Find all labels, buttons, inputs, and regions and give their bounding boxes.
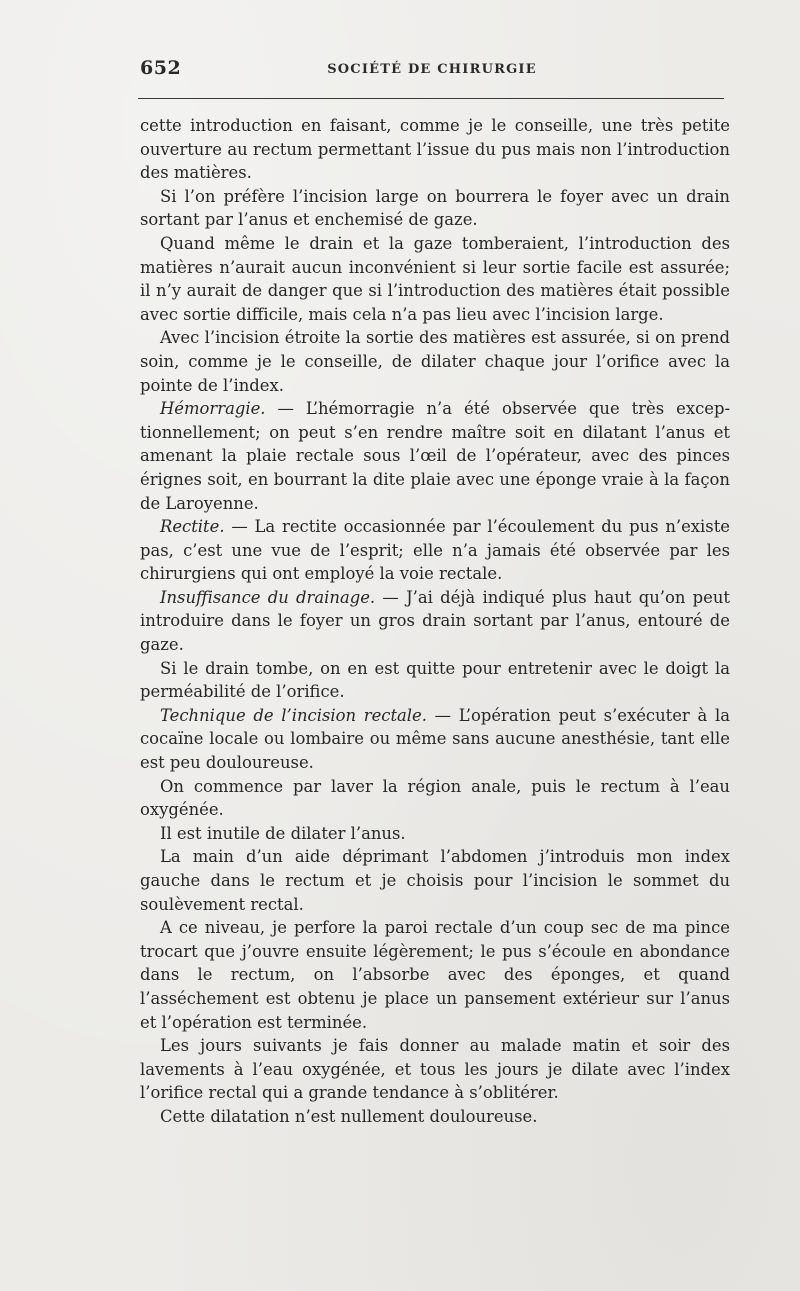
section-heading-insuffisance: Insuffisance du drainage. (160, 587, 376, 607)
paragraph-4 (140, 326, 730, 397)
paragraph-hemorragie (140, 397, 730, 515)
paragraph-11 (140, 822, 730, 846)
paragraph-2 (140, 185, 730, 232)
paragraph-13 (140, 916, 730, 1034)
section-heading-rectite: Rectite. (160, 517, 225, 537)
paragraph-10-text: On commence par laver la région anale, puis le rectum à l’eau oxygénée. (140, 776, 730, 820)
body-text (140, 114, 730, 1129)
page-number: 652 (140, 57, 182, 79)
paragraph-12 (140, 845, 730, 916)
paragraph-hemorragie-text: — L’hémorragie n’a été observée que très exceptionnellement; on peut s’en rendre maître soit en dilatant l’anus et amenant la plaie rectale sous l’œil de l’opérateur, avec des pinces érignes soit, en bourrant la dite plaie avec une éponge vraie à la façon de Laroyenne. (140, 399, 730, 513)
paragraph-10 (140, 775, 730, 822)
paragraph-1 (140, 114, 730, 185)
section-heading-hemorragie: Hémorragie. (160, 399, 266, 419)
paragraph-13-text: A ce niveau, je perfore la paroi rectale d’un coup sec de ma pince trocart que j’ouvre ensuite légèrement; le pus s’écoule en abondance dans le rectum, on l’absorbe avec des éponges, et quand l’asséchement est obtenu je place un pansement extérieur sur l’anus et l’opération est terminée. (140, 918, 730, 1032)
paragraph-8-text: Si le drain tombe, on en est quitte pour entretenir avec le doigt la perméabilité de l’orifice. (140, 658, 730, 702)
paragraph-8 (140, 657, 730, 704)
paragraph-rectite (140, 515, 730, 586)
paragraph-15-text: Cette dilatation n’est nullement douloureuse. (160, 1106, 538, 1126)
paragraph-technique (140, 704, 730, 775)
paragraph-14-text: Les jours suivants je fais donner au malade matin et soir des lavements à l’eau oxygénée, et tous les jours je dilate avec l’index l’orifice rectal qui a grande tendance à s’oblitérer. (140, 1036, 730, 1103)
running-title: SOCIÉTÉ DE CHIRURGIE (327, 62, 537, 77)
paragraph-rectite-text: — La rectite occasionnée par l’écoulement du pus n’existe pas, c’est une vue de l’esprit; elle n’a jamais été observée par les chirurgiens qui ont employé la voie rectale. (140, 517, 730, 584)
paragraph-15 (140, 1105, 730, 1129)
paragraph-14 (140, 1034, 730, 1105)
paragraph-11-text: Il est inutile de dilater l’anus. (160, 823, 406, 843)
paragraph-1-text: cette introduction en faisant, comme je le conseille, une très petite ouverture au rectum permettant l’issue du pus mais non l’introduction des matières. (140, 116, 730, 183)
section-heading-technique: Technique de l’incision rectale. (160, 705, 427, 725)
paragraph-4-text: Avec l’incision étroite la sortie des matières est assurée, si on prend soin, comme je le conseille, de dilater chaque jour l’orifice avec la pointe de l’index. (140, 328, 730, 395)
paragraph-12-text: La main d’un aide déprimant l’abdomen j’introduis mon index gauche dans le rectum et je choisis pour l’incision le sommet du soulèvement rectal. (140, 847, 730, 914)
paragraph-3 (140, 232, 730, 326)
running-head (140, 57, 724, 83)
paragraph-insuffisance-text: — J’ai déjà indiqué plus haut qu’on peut introduire dans le foyer un gros drain sortant par l’anus, entouré de gaze. (140, 587, 731, 655)
paragraph-2-text: Si l’on préfère l’incision large on bourrera le foyer avec un drain sortant par l’anus et enchemisé de gaze. (140, 186, 730, 230)
paragraph-technique-text: — L’opération peut s’exécuter à la cocaïne locale ou lombaire ou même sans aucune anesthésie, tant elle est peu douloureuse. (140, 705, 730, 773)
paragraph-insuffisance (140, 586, 730, 657)
paragraph-3-text: Quand même le drain et la gaze tomberaient, l’introduction des matières n’aurait aucun inconvénient si leur sortie facile est assurée; il n’y aurait de danger que si l’introduction des matières était possible avec sortie difficile, mais cela n’a pas lieu avec l’incision large. (140, 233, 730, 324)
header-rule (138, 98, 724, 99)
